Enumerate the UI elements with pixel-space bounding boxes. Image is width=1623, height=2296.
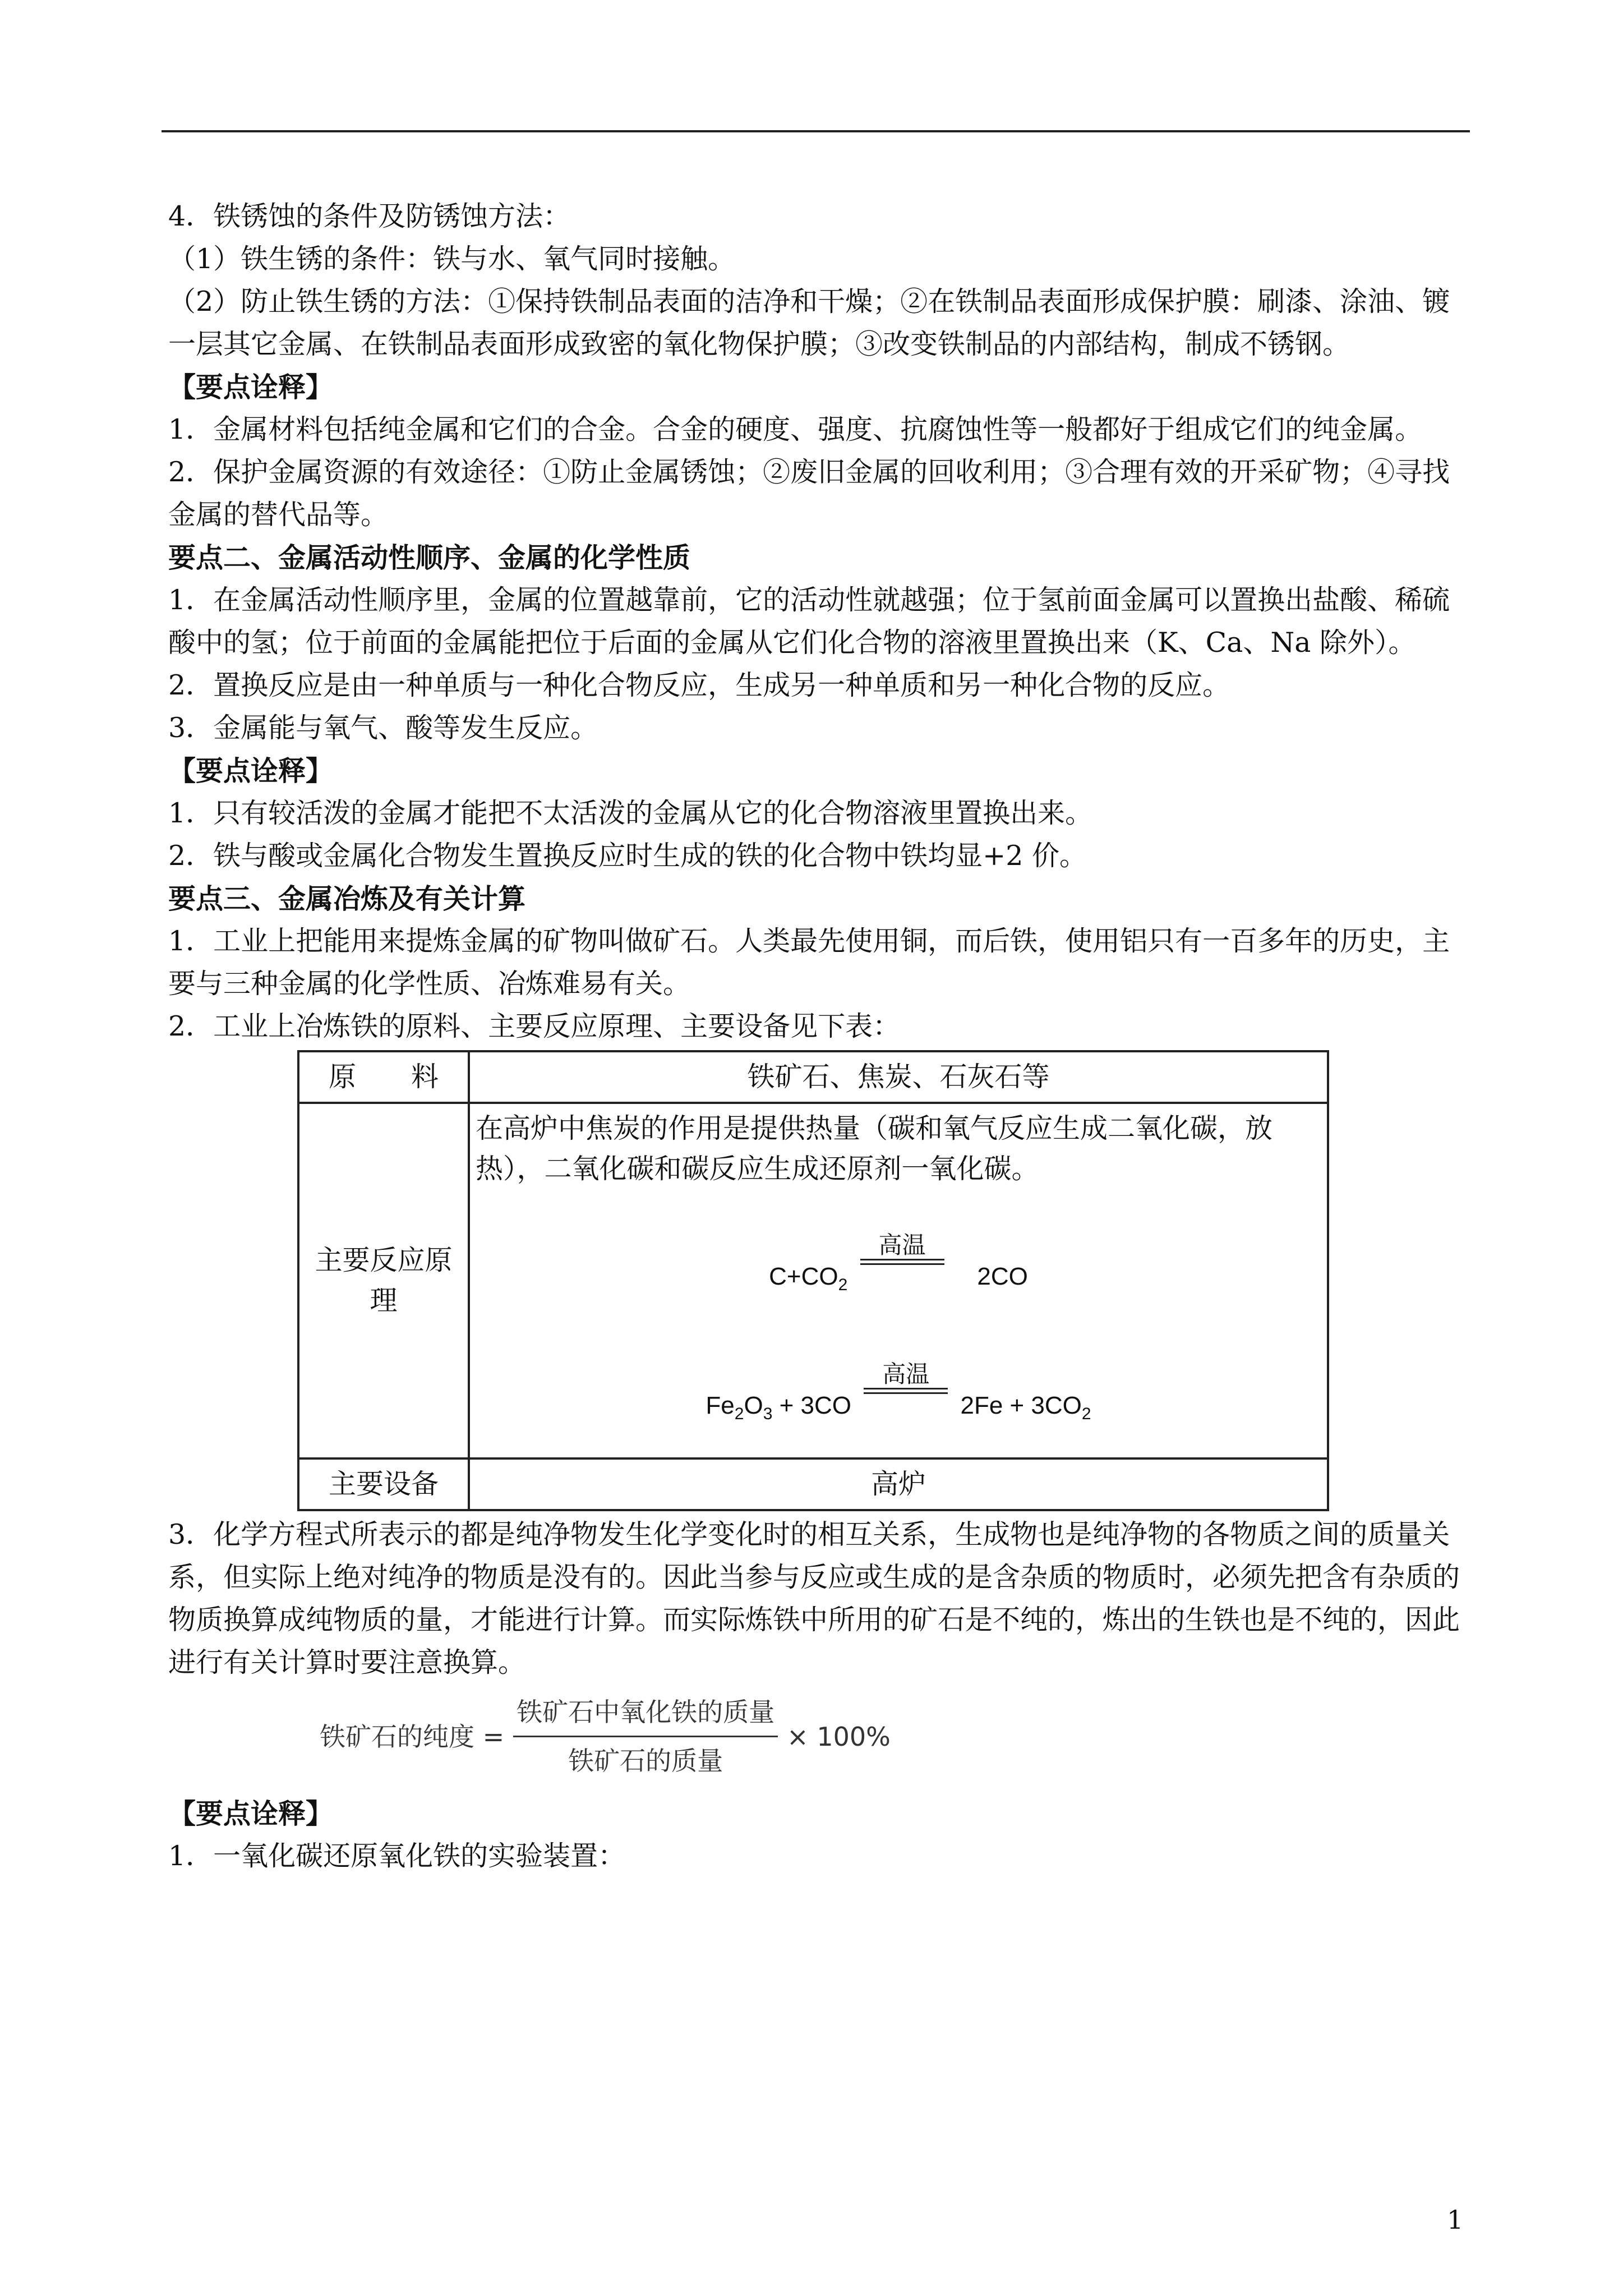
eq2-sub: 2 — [734, 1404, 744, 1423]
table-cell-label: 主要设备 — [298, 1458, 469, 1510]
paragraph: 3．金属能与氧气、酸等发生反应。 — [168, 712, 598, 744]
table-cell-value: 高炉 — [469, 1458, 1328, 1510]
paragraph: （1）铁生锈的条件：铁与水、氧气同时接触。 — [168, 243, 736, 275]
equation-2 — [476, 1360, 1321, 1442]
double-line — [860, 1259, 944, 1260]
section-heading: 要点二、金属活动性顺序、金属的化学性质 — [168, 541, 691, 574]
fraction-numerator: 铁矿石中氧化铁的质量 — [513, 1691, 778, 1737]
paragraph: 3．化学方程式所表示的都是纯净物发生化学变化时的相互关系，生成物也是纯净物的各物质之间的质量关系，但实际上绝对纯净的物质是没有的。因此当参与反应或生成的是含杂质的物质时，必须先把含有杂质的物质换算成纯物质的量，才能进行计算。而实际炼铁中所用的矿石是不纯的，炼出的生铁也是不纯的，因此进行有关计算时要注意换算。 — [168, 1519, 1460, 1678]
reaction-condition — [864, 1360, 948, 1414]
paragraph: （2）防止铁生锈的方法：①保持铁制品表面的洁净和干燥；②在铁制品表面形成保护膜：刷漆、涂油、镀一层其它金属、在铁制品表面形成致密的氧化物保护膜；③改变铁制品的内部结构，制成不锈钢。 — [168, 286, 1450, 360]
eq2-fe: Fe — [706, 1392, 735, 1419]
section-heading: 【要点诠释】 — [168, 754, 334, 787]
iron-smelting-table — [297, 1050, 1329, 1511]
eq2-right: 2Fe + 3CO — [960, 1392, 1082, 1419]
principle-text: 在高炉中焦炭的作用是提供热量（碳和氧气反应生成二氧化碳，放热），二氧化碳和碳反应生成还原剂一氧化碳。 — [476, 1112, 1273, 1185]
eq1-left: C+CO — [769, 1263, 838, 1290]
double-line — [864, 1388, 948, 1389]
table-row — [298, 1103, 1328, 1458]
double-line — [864, 1392, 948, 1394]
table-cell-label: 主要反应原理 — [298, 1103, 469, 1458]
double-line — [860, 1263, 944, 1265]
fraction — [513, 1691, 778, 1782]
eq2-sub: 3 — [763, 1404, 773, 1423]
equation-1 — [476, 1231, 1321, 1313]
eq1-right: 2CO — [977, 1263, 1028, 1290]
paragraph: 2．保护金属资源的有效途径：①防止金属锈蚀；②废旧金属的回收利用；③合理有效的开采矿物；④寻找金属的替代品等。 — [168, 456, 1450, 531]
document-body — [168, 195, 1469, 1878]
reaction-condition — [860, 1231, 944, 1285]
header-rule — [162, 130, 1470, 132]
table-cell-principle — [469, 1103, 1328, 1458]
paragraph: 2．铁与酸或金属化合物发生置换反应时生成的铁的化合物中铁均显+2 价。 — [168, 840, 1087, 872]
table-cell-value: 铁矿石、焦炭、石灰石等 — [469, 1051, 1328, 1103]
fraction-denominator: 铁矿石的质量 — [568, 1746, 723, 1776]
section-heading: 【要点诠释】 — [168, 371, 334, 403]
eq1-left-sub: 2 — [838, 1275, 848, 1294]
section-heading: 要点三、金属冶炼及有关计算 — [168, 882, 526, 915]
formula-rhs: × 100% — [787, 1721, 891, 1752]
page-number: 1 — [1447, 2205, 1464, 2235]
eq2-co: + 3CO — [772, 1392, 851, 1419]
section-heading: 【要点诠释】 — [168, 1797, 334, 1830]
condition-label: 高温 — [882, 1360, 930, 1388]
purity-formula — [320, 1691, 1469, 1782]
paragraph: 1．金属材料包括纯金属和它们的合金。合金的硬度、强度、抗腐蚀性等一般都好于组成它们的纯金属。 — [168, 413, 1423, 445]
formula-lhs: 铁矿石的纯度 = — [320, 1721, 505, 1752]
table-cell-label: 原 料 — [298, 1051, 469, 1103]
table-row — [298, 1051, 1328, 1103]
paragraph: 2．工业上冶炼铁的原料、主要反应原理、主要设备见下表： — [168, 1010, 901, 1042]
paragraph: 1．一氧化碳还原氧化铁的实验装置： — [168, 1840, 626, 1872]
table-row — [298, 1458, 1328, 1510]
paragraph: 1．工业上把能用来提炼金属的矿物叫做矿石。人类最先使用铜，而后铁，使用铝只有一百多年的历史，主要与三种金属的化学性质、冶炼难易有关。 — [168, 925, 1450, 1000]
eq2-o: O — [744, 1392, 763, 1419]
eq2-sub: 2 — [1081, 1404, 1091, 1423]
condition-label: 高温 — [878, 1231, 926, 1259]
paragraph: 1．只有较活泼的金属才能把不太活泼的金属从它的化合物溶液里置换出来。 — [168, 797, 1093, 829]
paragraph: 4．铁锈蚀的条件及防锈蚀方法： — [168, 200, 571, 232]
paragraph: 2．置换反应是由一种单质与一种化合物反应，生成另一种单质和另一种化合物的反应。 — [168, 669, 1230, 701]
paragraph: 1．在金属活动性顺序里，金属的位置越靠前，它的活动性就越强；位于氢前面金属可以置换出盐酸、稀硫酸中的氢；位于前面的金属能把位于后面的金属从它们化合物的溶液里置换出来（K、Ca、Na 除外）。 — [168, 584, 1450, 659]
